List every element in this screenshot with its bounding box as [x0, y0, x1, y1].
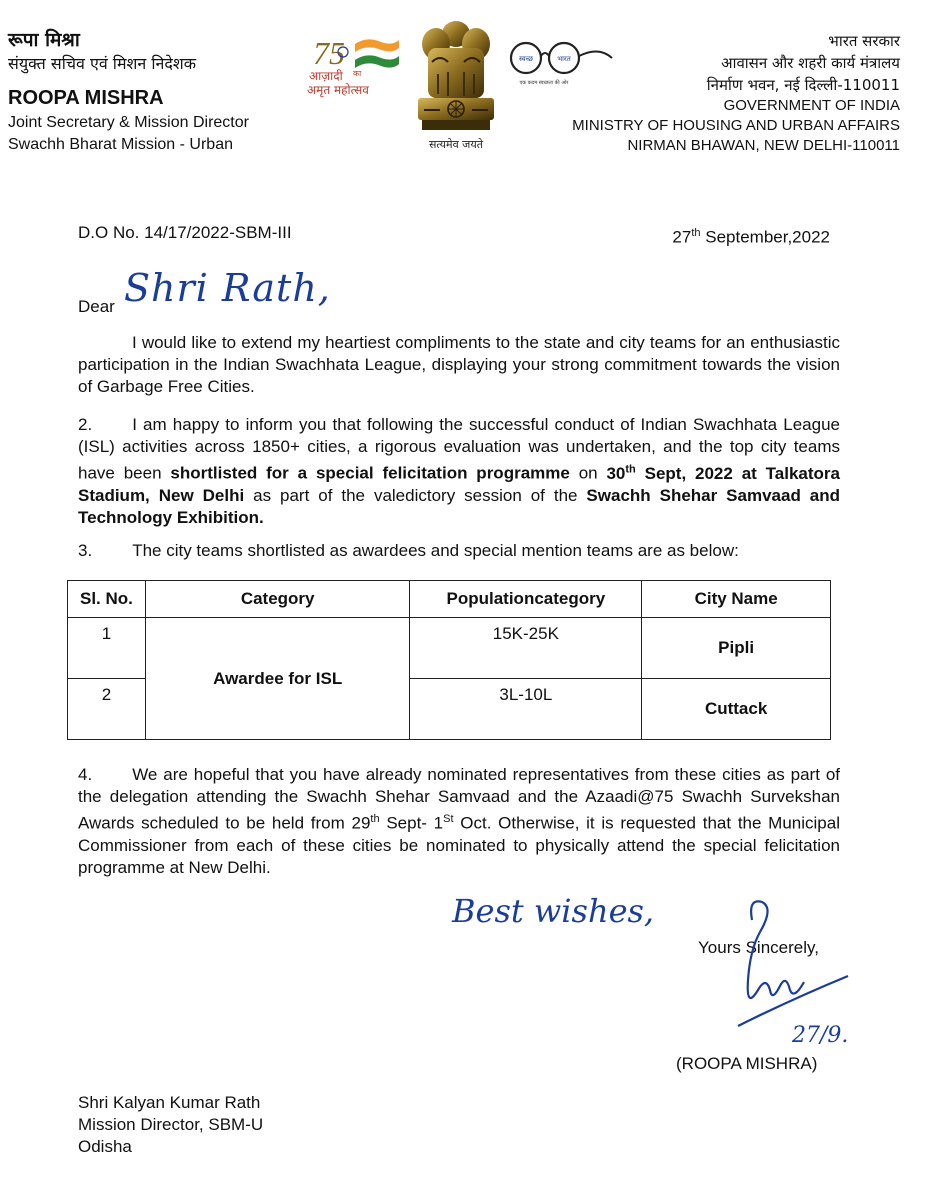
paragraph-2-number: 2. — [78, 415, 93, 434]
paragraph-1-text: I would like to extend my heartiest compliments to the state and city teams for an enthusiastic participation in the Indian Swachhata League, displaying your strong commitment towards the vision of Garbage Free Cities. — [78, 333, 840, 396]
azadi-text: आज़ादी — [309, 69, 343, 83]
row-2-population: 3L-10L — [410, 679, 642, 740]
signature-graphic — [730, 890, 880, 1050]
paragraph-4-text-a: We are hopeful that you have already nominated representatives from these cities as part of the delegation attending the Swachh Shehar Samvaad and the Azaadi@75 Swachh Survekshan Awards scheduled to be held from 29 — [78, 765, 840, 833]
paragraph-2-text-c: on — [569, 463, 607, 483]
azadi-ka-amrit-mahotsav-logo — [305, 30, 410, 100]
header-sl-no: Sl. No. — [68, 581, 146, 618]
ashoka-emblem-icon — [410, 14, 502, 160]
bharat-text: भारत — [557, 55, 571, 63]
amrit-mahotsav-text: अमृत महोत्सव — [307, 83, 369, 97]
header-category: Category — [145, 581, 410, 618]
row-1-city: Pipli — [642, 618, 831, 679]
paragraph-4-text-c: Oct. Otherwise, it is requested that the Municipal Commissioner from each of these cities be nominated to physically attend the special felicitation programme at New Delhi. — [78, 813, 840, 877]
sender-mission: Swachh Bharat Mission - Urban — [8, 136, 233, 153]
sender-block — [8, 28, 308, 156]
row-2-sl: 2 — [68, 679, 146, 740]
national-emblem — [410, 14, 502, 160]
header-population-category: Populationcategory — [410, 581, 642, 618]
swachh-text: स्वच्छ — [518, 55, 534, 63]
emblem-motto: सत्यमेव जयते — [428, 138, 484, 151]
date-day: 27 — [672, 227, 692, 247]
header-city-name: City Name — [642, 581, 831, 618]
date-rest: September,2022 — [700, 227, 830, 247]
table-header-row — [68, 581, 831, 618]
sender-designation-hindi: संयुक्त सचिव एवं मिशन निदेशक — [8, 54, 197, 73]
paragraph-1 — [78, 332, 840, 398]
category-cell: Awardee for ISL — [145, 618, 410, 740]
row-1-sl: 1 — [68, 618, 146, 679]
paragraph-2-venue: Sept, 2022 at Talkatora Stadium, New Delhi — [78, 463, 840, 505]
handwritten-salutation: Shri Rath, — [124, 266, 331, 310]
sender-name-hindi: रूपा मिश्रा — [8, 29, 80, 51]
handwritten-best-wishes: Best wishes, — [452, 892, 655, 930]
govt-english: GOVERNMENT OF INDIA — [723, 97, 900, 114]
awardees-table — [67, 580, 831, 740]
paragraph-2-text-a: I am happy to inform you that following the successful conduct of Indian Swachhata League (ISL) activities across 1850+ cities, a rigorous evaluation was undertaken, and the top city teams have been — [78, 415, 840, 483]
addressee-designation: Mission Director, SBM-U — [78, 1115, 264, 1134]
govt-hindi: भारत सरकार — [828, 32, 900, 50]
row-1-population: 15K-25K — [410, 618, 642, 679]
paragraph-2-bold-shortlisted: shortlisted for a special felicitation programme — [170, 463, 570, 483]
paragraph-4-number: 4. — [78, 765, 93, 784]
azadi-number: 75 — [313, 35, 345, 71]
paragraph-3 — [78, 540, 840, 562]
paragraph-2-day-suffix: th — [625, 463, 636, 475]
address-english: NIRMAN BHAWAN, NEW DELHI-110011 — [627, 137, 900, 154]
yours-sincerely: Yours Sincerely, — [698, 938, 819, 957]
sender-name: ROOPA MISHRA — [8, 87, 164, 109]
date-suffix: th — [691, 227, 701, 239]
paragraph-2-bold-exhibition: Swachh Shehar Samvaad and Technology Exhibition. — [78, 485, 840, 527]
ministry-hindi: आवासन और शहरी कार्य मंत्रालय — [721, 54, 900, 72]
signature-date: 27/9. — [792, 1023, 849, 1048]
azadi-logo-graphic — [305, 30, 410, 100]
paragraph-3-text: The city teams shortlisted as awardees and special mention teams are as below: — [132, 541, 739, 560]
paragraph-2 — [78, 414, 840, 529]
sender-designation: Joint Secretary & Mission Director — [8, 114, 249, 131]
address-hindi: निर्माण भवन, नई दिल्ली-110011 — [706, 76, 900, 94]
addressee-state: Odisha — [78, 1137, 132, 1156]
table-row — [68, 618, 831, 679]
paragraph-4 — [78, 764, 840, 879]
swachh-tagline: एक कदम स्वच्छता की ओर — [519, 80, 569, 86]
row-2-city: Cuttack — [642, 679, 831, 740]
paragraph-2-day: 30 — [606, 463, 626, 483]
ministry-english: MINISTRY OF HOUSING AND URBAN AFFAIRS — [572, 117, 900, 134]
addressee-name: Shri Kalyan Kumar Rath — [78, 1093, 261, 1112]
addressee-block — [78, 1092, 263, 1158]
paragraph-2-text-f: as part of the valedictory session of the — [244, 485, 587, 505]
paragraph-4-suffix-2: St — [443, 813, 454, 825]
ministry-block — [570, 30, 900, 156]
signatory-name: (ROOPA MISHRA) — [676, 1054, 818, 1073]
paragraph-4-suffix-1: th — [370, 813, 380, 825]
letter-date — [672, 222, 830, 249]
paragraph-3-number: 3. — [78, 541, 93, 560]
do-number: D.O No. 14/17/2022-SBM-III — [78, 223, 292, 242]
azadi-ka-text: का — [353, 69, 362, 78]
salutation: Dear — [78, 297, 115, 316]
paragraph-4-text-b: Sept- 1 — [379, 813, 444, 833]
